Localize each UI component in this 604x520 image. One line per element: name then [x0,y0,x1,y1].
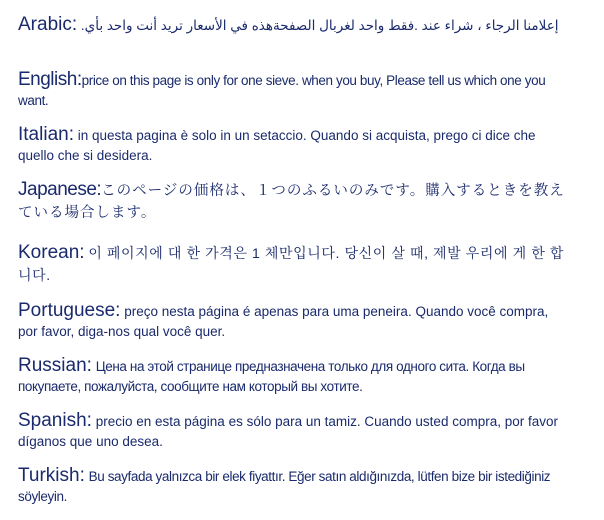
entry-japanese [18,179,570,224]
notice-text-turkish: Bu sayfada yalnızca bir elek fiyattır. Eğer satın aldığınızda, lütfen bize bir istediğiniz söyleyin. [18,469,551,504]
language-label-korean: Korean: [18,242,85,263]
language-label-italian: Italian: [18,124,74,145]
language-label-spanish: Spanish: [18,410,92,431]
notice-text-arabic: إعلامنا الرجاء ، شراء عند .فقط واحد لغربال الصفحةهذه في الأسعار تريد أنت واحد بأي. [80,18,559,33]
language-label-arabic: Arabic: [18,14,78,35]
entry-portuguese [18,300,570,342]
language-label-russian: Russian: [18,355,92,376]
entry-english [18,69,570,111]
entry-russian [18,355,570,397]
entry-italian [18,124,570,166]
notice-text-italian: in questa pagina è solo in un setaccio. Quando si acquista, prego ci dice che quello che si desidera. [18,128,536,163]
notice-text-korean: 이 페이지에 대 한 가격은 1 체만입니다. 당신이 살 때, 제발 우리에 게 한 합니다. [18,245,565,283]
language-label-english: English: [18,69,82,90]
language-label-turkish: Turkish: [18,465,85,486]
language-label-japanese: Japanese: [18,179,102,200]
language-label-portuguese: Portuguese: [18,300,121,321]
entry-turkish [18,465,570,507]
entry-korean [18,242,570,286]
notice-text-portuguese: preço nesta página é apenas para uma peneira. Quando você compra, por favor, diga-nos qual você quer. [18,304,549,339]
entry-spanish [18,410,570,452]
notice-text-spanish: precio en esta página es sólo para un tamiz. Cuando usted compra, por favor díganos que uno desea. [18,414,558,449]
entry-arabic [18,14,570,36]
notice-text-russian: Цена на этой странице предназначена только для одного сита. Когда вы покупаете, пожалуйста, сообщите нам который вы хотите. [18,359,525,394]
notice-text-japanese: このページの価格は、１つのふるいのみです。購入するときを教えている場合します。 [18,183,565,221]
notice-text-english: price on this page is only for one sieve. when you buy, Please tell us which one you want. [18,73,546,108]
